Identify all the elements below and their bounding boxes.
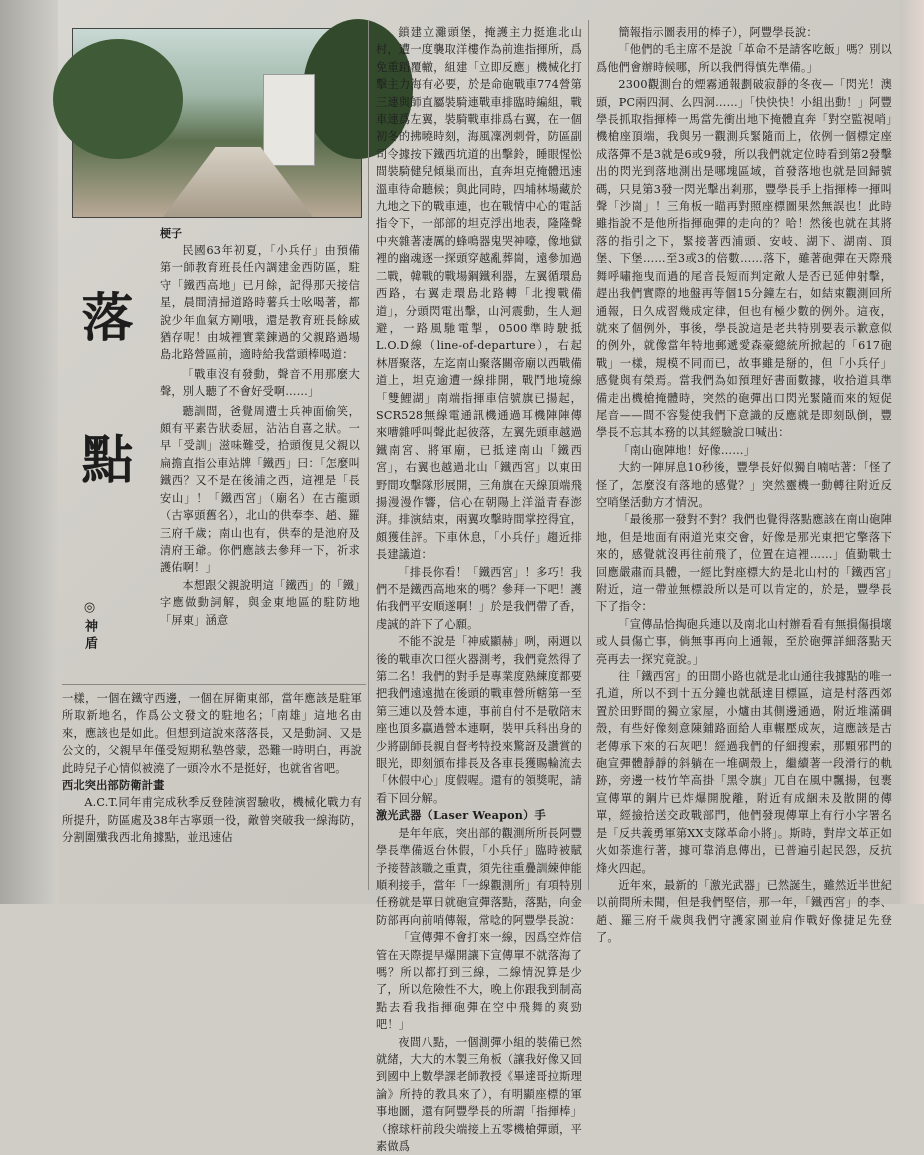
article-column-1 (160, 242, 360, 629)
page-fold-shadow (0, 0, 58, 904)
paragraph: 「宣傳品恰掏砲兵連以及南北山村辦看看有無損傷損壞或人員傷亡事，倘無事再向上通報，至於砲彈詳細落點天亮再去一探究竟說。」 (596, 617, 892, 666)
article-column-3 (596, 24, 892, 947)
article-column-2 (376, 24, 582, 1155)
paragraph: 聽訓間，爸覺周遭士兵神面偷笑，頗有平素告狀委屈，沾沾自喜之狀。一早「受訓」滋味難受，拾頭復見父親以扁擔直指公車站牌「鐵西」曰：「怎麼叫鐵西？又不是在後浦之西，這裡是「長安山」！「鐵西宮」（廟名）在古龍頭（古寧頭舊名），北山的供奉李、趙、羅三府千歲；南山也有，供奉的是池府及清府王爺。你們應該去參拜一下，祈求護佑啊！」 (160, 404, 360, 575)
adjacent-page-edge (900, 0, 924, 904)
paragraph: 是年年底，突出部的觀測所所長阿豐學長準備返台休假，「小兵仔」臨時被賦予接替該職之重責，須先往重疊訓練伸能順利接手，當年「一線觀測所」有項特別任務就是單日就砲宣彈落點，落點，向金防部再向前哨傳報，常唸的阿豐學長說： (376, 826, 582, 927)
paragraph: 近年來，最新的「激光武器」已然誕生，雖然近半世紀以前問所未聞，但是我們堅信，那一年，「鐵西宮」的李、趙、羅三府千歲與我們守護家園並肩作戰好像捷足先登了。 (596, 878, 892, 945)
paragraph: 「最後那一發對不對？我們也覺得落點應該在南山砲陣地，但是地面有兩道光束交會，好像是那光東把它擎落下來的，感覺就沒再往前飛了，位置在這裡……」值勤戰士回應嚴肅而具體，一經比對座標大約是北山村的「鐵西宮」附近，這一帶並無標設所以是可以肯定的，於是，豐學長下了指令： (596, 513, 892, 614)
paragraph: 「排長你看！「鐵西宮」！多巧！我們不是鐵西高地來的嗎？參拜一下吧！護佑我們平安順遂啊！」於是我們帶了香，虔誠的許下了心願。 (376, 565, 582, 631)
photo-caption: 梗子 (160, 227, 182, 240)
paragraph: 夜間八點，一個測彈小組的裝備已然就緒，大大的木製三角板（讓我好像又回到國中上數學課老師教授《畢達哥拉斯理論》所持的教具來了），有明顯座標的軍事地圖，還有阿豐學長的所謂「指揮棒」（擦球杆前段尖端接上五零機槍彈頭，平素做爲 (376, 1035, 582, 1153)
paragraph: 「南山砲陣地！好像……」 (618, 443, 756, 457)
paragraph: 大約一陣屏息10秒後，豐學長好似獨自喃咕著：「怪了怪了，怎麼沒有落地的感覺？」突然靈機一動轉往附近反空哨堡活動方才情況。 (596, 461, 892, 509)
article-photo (72, 28, 362, 218)
article-title: 落 點 (72, 290, 133, 521)
paragraph: 2300觀測台的煙霧通報劃破寂靜的冬夜—「閃光！澳頭，PC兩四洞、么四洞……」「快快快！小組出動！」阿豐學長抓取指揮棒一馬當先衝出地下掩體直奔「對空監視哨」機槍座頂端，我與另一觀測兵緊隨而上，依例一個標定座成落彈不是3就是6或9發，所以我們就定位時看到第2發擊出的閃光到落地測出是哪塊區域，首發落地也就是回歸號碼，只見第3發一閃光擊出剎那，豐學長手上指揮棒一揮叫聲「沙崗」！三角板一瞄再對照座標圖果然無誤也！此時雖指說不是他所指揮砲彈的走向的？哈！然後也就在其將落的指引之下，緊接著西浦頭、安岐、湖下、湖南、頂堡、下堡……至3或3的倍數……落下，雖著砲彈在天際飛舞呼嘯拖曳而過的尾音長短而判定敵人是否已延伸射擊，趕出我們實際的地盤再等個15分鐘左右，如結束觀測回所通報，日久成習幾成定律，但也有極少數的例外。這夜，就來了個例外，事後，學長說這是老共特別要表示歉意似的例外，就像當年特地郵遞愛森豪總統所掀起的「617砲戰」一樣，規模不同而已，故事雖是掰的，但「小兵仔」感覺與有榮焉。當我們為如預理好書面數據，收拾道具準備走出機槍掩體時，突然的砲彈出口閃光緊隨而來的短促尾音——間不容髮使我們下意識的反應就是即刻臥倒，豐學長不忘其本務的以其經驗說口喊出： (596, 78, 892, 440)
article-byline: ◎神盾 (82, 600, 97, 653)
paragraph: 「戰車沒有發動，聲音不用那麼大聲，別人聽了不會好受啊……」 (160, 367, 360, 399)
column-rule (588, 20, 589, 890)
paragraph: 不能不說是「神威顯赫」咧，兩週以後的戰車次口徑火器測考，我們竟然得了第二名！我們的對手是專業度熟練度都要把我們遠遠拋在後頭的戰車營所轄第一至第三連以及營本連，事前自付不是敬陪末座也頂多贏過營本連啊，裝甲兵科出身的少將副師長親自督考特投來驚訝及讚賞的眼光，即刻頒布排長及各車長獲賜輪流去「休假中心」度假喔。還有的領獎呢，請看下回分解。 (376, 635, 582, 805)
paragraph: 往「鐵西宮」的田間小路也就是北山通往我據點的唯一孔道，所以不到十五分鐘也就舐達目標區，這是村落西郊置於田野間的獨立家屋，小爐由其側邊通過，附近堆滿碉殼，有些好像刻意陳鋪路面給人車輾壓成灰，這應該是古老傳承下來的石灰吧！經過我們的仔細搜索，那顆邪門的砲宣彈體靜靜的斜躺在一堆碉殼上，繼續著一段滑行的軌跡，旁邊一枝竹竿高掛「黑令旗」兀自在風中飄揚，包裹宣傳單的鋼片已炸爆開脫離，附近有成綑未及散開的傳單，經撿拾送交政戰部門，他們發現傳單上有行小字署名是「反共義勇軍第XX支隊革命小將」。斯時，對岸文革正如火如荼進行著，據可靠消息傳出，已普遍引起民怨，反抗烽火四起。 (596, 670, 892, 875)
paragraph: 本想跟父親說明這「鐵西」的「鐵」字應做動詞解，與金東地區的駐防地「屏東」涵意 (160, 578, 360, 627)
section-heading: 西北突出部防衛計畫 (62, 778, 165, 793)
column-rule (368, 20, 369, 890)
paragraph: 「宣傳彈不會打來一線，因爲空炸信管在天際提早爆開讓下宣傳單不就落海了嗎？所以都打到三線，二線情況算是少了，所以危險性不大，晚上你跟我到制高點去看我指揮砲彈在空中飛舞的爽勁吧！」 (376, 931, 582, 1032)
section-heading: 激光武器（Laser Weapon）手 (376, 808, 546, 823)
paragraph: 民國63年初夏，「小兵仔」由預備第一師教育班長任內調建金西防區，駐守「鐵西高地」已月餘，記得那天接信星，晨間清掃道路時薯兵士吆喝著，都說少年血氣方剛哦，還是教育班長餘威猶存呢！由城裡實業鍊過的父親路過場島北路營區前，適時給我當頭棒喝道： (160, 244, 360, 362)
paragraph: 一樣，一個在鐵守西邊，一個在屏衛東部，當年應該是駐軍所取新地名，作爲公文發文的駐地名；「南雄」這地名由來，應該也是如此。但想到這說來落落長，又是動詞、又是公文的，父親早年僅受短期私塾啓蒙，恐難一時明白，再說此時兒子心情似被澆了一頭冷水不是挺好，也就省省吧。 (62, 692, 362, 775)
section-rule (62, 684, 366, 685)
paragraph: 簡報指示圖表用的棒子），阿豐學長說： (618, 26, 818, 39)
paragraph: 鎖建立灘頭堡，掩護主力挺進北山村，遭一度襲取洋樓作為前進指揮所，爲免重蹈覆轍，組建「立即反應」機械化打擊主力海有必要，於是命砲戰車774營第三連與師直屬裝騎連戰車排臨時編組，戰車連爲左翼，裝騎戰車排爲右翼，在一個初冬的拂曉時刻，海風凜冽刺骨，防區副司令據按下鐵西坑道的出擊鈴，睡眼惺忪間裝騎健兒傾巢而出，直奔坦克掩體迅速溫車待命聽候；與此同時，四埔林場藏於九地之下的戰車連，也在戰情中心的電話指令下，一部部的坦克浮出地表，隆隆聲中夾雜著凄厲的蜂鳴器鬼哭神嚎，像地獄裡的幽魂逐一探頭穿越亂葬崗，遠參加過二戰，韓戰的戰場鋼鐵利器，左翼循環島西路，右翼走環島北路轉「北搜戰備道」，分頭閃電出擊，山河震動，生人迴避，一路風馳電掣，0500準時駛抵L.O.D線（line-of-departure），右起林厝聚落，左迄南山聚落關帝廟以西戰備道上，坦克逾遭一線排開，戰鬥地境線「雙鯉湖」南端指揮車信號旗已揚起，SCR528無線電通訊機通過耳機陣陣傳來嘈雜呼叫聲此起彼落，左翼先頭車越過鐵南宮、將軍廟，已抵達南山「鐵西宮」，右翼也越過北山「鐵西宮」以東田野間攻擊隊形展開，三角旗在天線頂端飛揚漫漫作響，信心在朝陽上洋溢青春澎湃。排演結束，兩翼攻擊時間掌控得宜，頗獲佳評。下車休息，「小兵仔」趨近排長建議道： (376, 26, 582, 562)
article-bottom-block (62, 690, 362, 847)
paragraph: A.C.T.同年甫完成秋季反登陸演習驗收，機械化戰力有所提升，防區處及38年古寧頭一役，敵曾突破我一線海防，分割圍殲我西北角據點，並迅速佔 (62, 796, 362, 845)
paragraph: 「他們的毛主席不是說「革命不是請客吃飯」嗎？別以爲他們會辦時候哪，所以我們得慎先準備。」 (596, 43, 892, 74)
